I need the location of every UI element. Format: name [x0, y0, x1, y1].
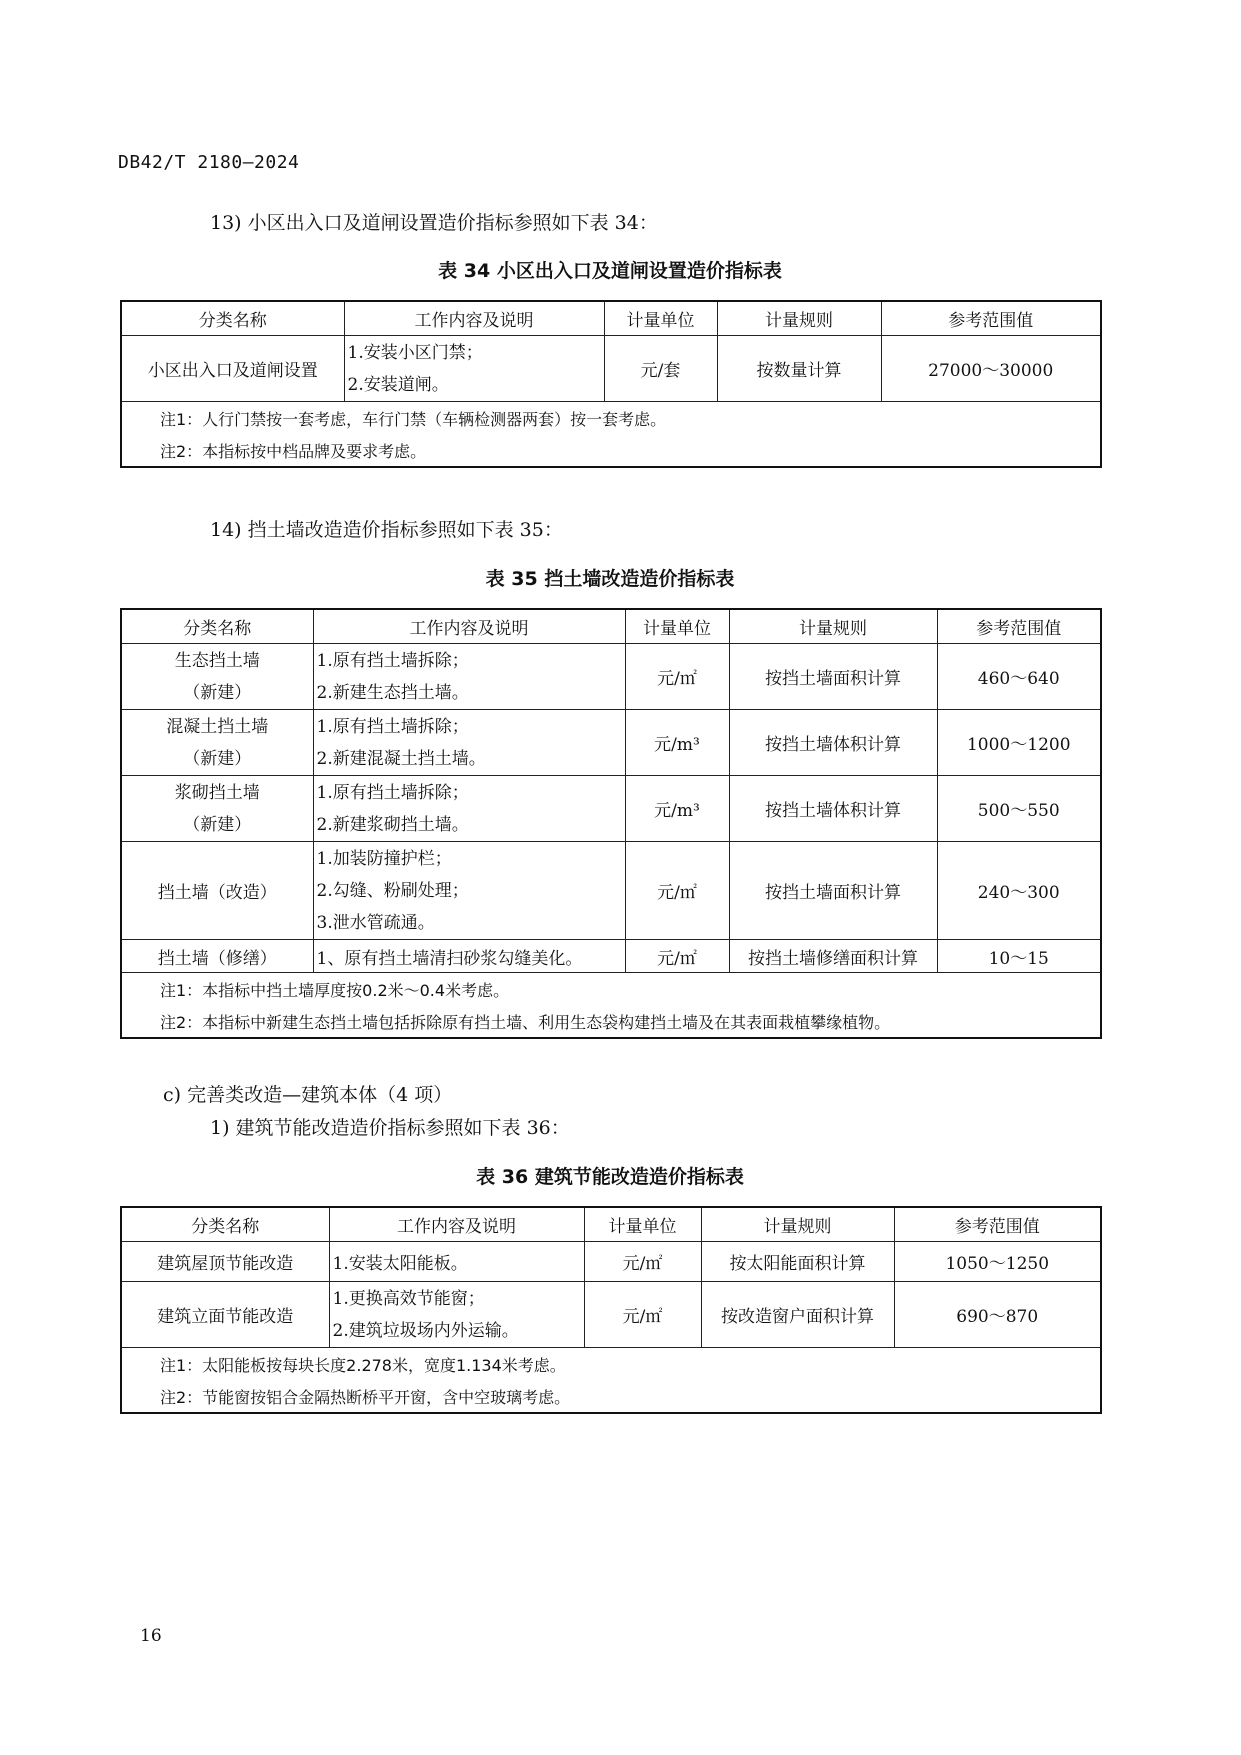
cell-range: 690～870 — [894, 1282, 1101, 1348]
table-row — [121, 710, 1101, 776]
cell-rule: 按挡土墙修缮面积计算 — [729, 940, 937, 973]
cell-category: 建筑立面节能改造 — [121, 1282, 329, 1348]
cell-category: 挡土墙（改造） — [121, 842, 313, 940]
header-rule: 计量规则 — [701, 1207, 894, 1242]
table-36-caption: 表 36 建筑节能改造造价指标表 — [476, 1166, 744, 1188]
content-line: 1.加装防撞护栏； — [316, 848, 452, 869]
category-line: （新建） — [183, 682, 252, 703]
note-row — [121, 973, 1101, 1006]
table-header-row — [121, 1207, 1101, 1242]
header-category: 分类名称 — [121, 1207, 329, 1242]
cell-category — [121, 710, 313, 776]
header-rule: 计量规则 — [717, 301, 881, 336]
cell-content — [329, 1282, 584, 1348]
content-line: 1.原有挡土墙拆除； — [316, 650, 469, 671]
cell-category — [121, 776, 313, 842]
table-header-row — [121, 609, 1101, 644]
header-rule: 计量规则 — [729, 609, 937, 644]
cell-content — [313, 776, 625, 842]
cell-unit: 元/m³ — [625, 776, 729, 842]
table-36 — [120, 1206, 1102, 1414]
cell-unit: 元/m³ — [625, 710, 729, 776]
table-row — [121, 1282, 1101, 1348]
note-row — [121, 1348, 1101, 1381]
section-c-text: c) 完善类改造—建筑本体（4 项） — [163, 1084, 453, 1106]
cell-rule: 按挡土墙面积计算 — [729, 644, 937, 710]
cell-rule: 按太阳能面积计算 — [701, 1242, 894, 1282]
cell-range: 27000～30000 — [881, 336, 1101, 402]
cell-category — [121, 644, 313, 710]
table-note: 注2：节能窗按铝合金隔热断桥平开窗，含中空玻璃考虑。 — [121, 1380, 1101, 1413]
section-13-text: 13) 小区出入口及道闸设置造价指标参照如下表 34： — [210, 212, 658, 234]
header-category: 分类名称 — [121, 301, 344, 336]
table-34-caption: 表 34 小区出入口及道闸设置造价指标表 — [438, 260, 782, 282]
cell-unit: 元/㎡ — [584, 1242, 701, 1282]
cell-content: 1.安装太阳能板。 — [329, 1242, 584, 1282]
table-header-row — [121, 301, 1101, 336]
header-range: 参考范围值 — [894, 1207, 1101, 1242]
table-row — [121, 940, 1101, 973]
cell-content — [313, 644, 625, 710]
content-line: 2.安装道闸。 — [347, 374, 449, 395]
cell-range: 460～640 — [937, 644, 1101, 710]
cell-category: 小区出入口及道闸设置 — [121, 336, 344, 402]
cell-rule: 按挡土墙体积计算 — [729, 710, 937, 776]
table-note: 注1：人行门禁按一套考虑，车行门禁（车辆检测器两套）按一套考虑。 — [121, 402, 1101, 435]
cell-unit: 元/㎡ — [584, 1282, 701, 1348]
content-line: 2.新建混凝土挡土墙。 — [316, 748, 486, 769]
cell-range: 500～550 — [937, 776, 1101, 842]
header-range: 参考范围值 — [881, 301, 1101, 336]
content-line: 1.原有挡土墙拆除； — [316, 782, 469, 803]
cell-range: 10～15 — [937, 940, 1101, 973]
cell-category: 建筑屋顶节能改造 — [121, 1242, 329, 1282]
table-row — [121, 644, 1101, 710]
content-line: 2.新建浆砌挡土墙。 — [316, 814, 469, 835]
table-note: 注1：太阳能板按每块长度2.278米，宽度1.134米考虑。 — [121, 1348, 1101, 1381]
header-range: 参考范围值 — [937, 609, 1101, 644]
table-34 — [120, 300, 1102, 468]
table-note: 注1：本指标中挡土墙厚度按0.2米～0.4米考虑。 — [121, 973, 1101, 1006]
content-line: 2.新建生态挡土墙。 — [316, 682, 469, 703]
content-line: 1.原有挡土墙拆除； — [316, 716, 469, 737]
table-row — [121, 1242, 1101, 1282]
cell-unit: 元/㎡ — [625, 644, 729, 710]
section-14-text: 14) 挡土墙改造造价指标参照如下表 35： — [210, 519, 563, 541]
cell-content: 1、原有挡土墙清扫砂浆勾缝美化。 — [313, 940, 625, 973]
table-note: 注2：本指标按中档品牌及要求考虑。 — [121, 434, 1101, 467]
category-line: 混凝土挡土墙 — [166, 716, 269, 737]
header-content: 工作内容及说明 — [313, 609, 625, 644]
content-line: 2.勾缝、粉刷处理； — [316, 880, 469, 901]
cell-rule: 按改造窗户面积计算 — [701, 1282, 894, 1348]
cell-unit: 元/㎡ — [625, 842, 729, 940]
header-unit: 计量单位 — [604, 301, 717, 336]
table-row — [121, 776, 1101, 842]
section-1-text: 1) 建筑节能改造造价指标参照如下表 36： — [210, 1117, 570, 1139]
content-line: 2.建筑垃圾场内外运输。 — [332, 1320, 519, 1341]
note-row — [121, 402, 1101, 435]
cell-unit: 元/套 — [604, 336, 717, 402]
content-line: 3.泄水管疏通。 — [316, 912, 435, 933]
cell-unit: 元/㎡ — [625, 940, 729, 973]
document-code: DB42/T 2180—2024 — [118, 152, 300, 173]
header-unit: 计量单位 — [584, 1207, 701, 1242]
content-line: 1.安装小区门禁； — [347, 342, 483, 363]
note-row — [121, 1005, 1101, 1038]
cell-range: 1050～1250 — [894, 1242, 1101, 1282]
cell-rule: 按挡土墙面积计算 — [729, 842, 937, 940]
table-note: 注2：本指标中新建生态挡土墙包括拆除原有挡土墙、利用生态袋构建挡土墙及在其表面栽植攀缘植物。 — [121, 1005, 1101, 1038]
table-row — [121, 842, 1101, 940]
content-line: 1.更换高效节能窗； — [332, 1288, 485, 1309]
header-unit: 计量单位 — [625, 609, 729, 644]
category-line: （新建） — [183, 814, 252, 835]
category-line: 浆砌挡土墙 — [174, 782, 260, 803]
cell-rule: 按挡土墙体积计算 — [729, 776, 937, 842]
page-number: 16 — [140, 1626, 162, 1646]
note-row — [121, 434, 1101, 467]
cell-content — [313, 842, 625, 940]
cell-rule: 按数量计算 — [717, 336, 881, 402]
cell-range: 240～300 — [937, 842, 1101, 940]
header-content: 工作内容及说明 — [344, 301, 604, 336]
cell-category: 挡土墙（修缮） — [121, 940, 313, 973]
cell-content — [313, 710, 625, 776]
table-35-caption: 表 35 挡土墙改造造价指标表 — [485, 568, 735, 590]
category-line: （新建） — [183, 748, 252, 769]
header-category: 分类名称 — [121, 609, 313, 644]
table-35 — [120, 608, 1102, 1039]
category-line: 生态挡土墙 — [174, 650, 260, 671]
cell-content — [344, 336, 604, 402]
cell-range: 1000～1200 — [937, 710, 1101, 776]
header-content: 工作内容及说明 — [329, 1207, 584, 1242]
note-row — [121, 1380, 1101, 1413]
table-row — [121, 336, 1101, 402]
